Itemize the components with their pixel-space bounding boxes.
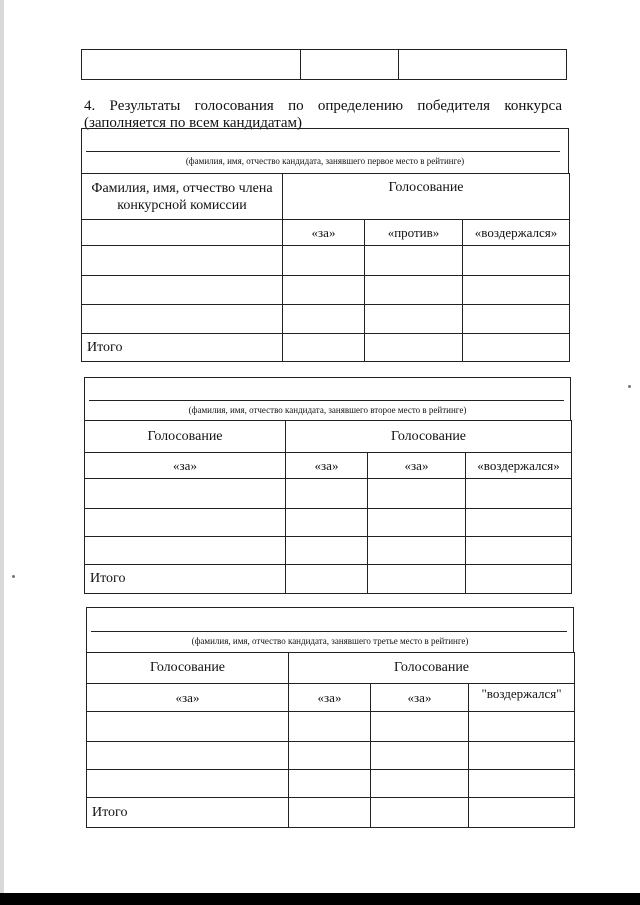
table-cell[interactable]: [286, 509, 368, 537]
table-row: [87, 742, 575, 770]
section-heading: [84, 98, 562, 132]
candidate1-caption: (фамилия, имя, отчество кандидата, занявшего первое место в рейтинге): [185, 156, 465, 166]
scan-speck: [12, 575, 15, 578]
table-cell[interactable]: [371, 798, 469, 828]
table-cell[interactable]: [368, 479, 466, 509]
left-col-header-for: «за»: [87, 684, 289, 712]
table-row: [87, 712, 575, 742]
table-cell[interactable]: [371, 770, 469, 798]
table-cell[interactable]: [365, 334, 463, 362]
table-row: [82, 246, 570, 276]
table-cell[interactable]: [466, 509, 572, 537]
voting-table-candidate1: [81, 173, 570, 362]
candidate2-name-line[interactable]: [89, 400, 564, 401]
candidate3-name-line[interactable]: [91, 631, 567, 632]
col-header-abstain: «воздержался»: [466, 453, 572, 479]
section-heading-line1: 4. Результаты голосования по определению победителя конкурса: [84, 98, 562, 114]
table-cell[interactable]: [85, 509, 286, 537]
table-cell[interactable]: [289, 742, 371, 770]
left-vote-header: Голосование: [87, 653, 289, 684]
table-cell[interactable]: [371, 712, 469, 742]
total-label: Итого: [85, 565, 286, 594]
total-row: [87, 798, 575, 828]
table-cell[interactable]: [85, 479, 286, 509]
candidate3-name-box: [86, 607, 574, 653]
table-cell[interactable]: [463, 276, 570, 305]
table-cell[interactable]: [87, 742, 289, 770]
table-cell[interactable]: [289, 712, 371, 742]
table-cell[interactable]: [87, 712, 289, 742]
table-cell[interactable]: [286, 537, 368, 565]
candidate1-name-line[interactable]: [86, 151, 560, 152]
left-vote-header: Голосование: [85, 421, 286, 453]
total-label: Итого: [87, 798, 289, 828]
table-cell[interactable]: [365, 246, 463, 276]
col-header-for: «за»: [286, 453, 368, 479]
section-heading-line2: (заполняется по всем кандидатам): [84, 115, 303, 131]
table-cell[interactable]: [82, 246, 283, 276]
table-cell[interactable]: [283, 334, 365, 362]
table-cell[interactable]: [82, 220, 283, 246]
col-header-abstain: "воздержался": [469, 684, 575, 712]
table-cell[interactable]: [463, 305, 570, 334]
table-cell: [399, 50, 567, 80]
scan-speck: [628, 385, 631, 388]
table-cell[interactable]: [466, 537, 572, 565]
table-cell[interactable]: [365, 276, 463, 305]
table-row: [82, 276, 570, 305]
total-row: [82, 334, 570, 362]
table-cell[interactable]: [368, 537, 466, 565]
candidate2-caption: (фамилия, имя, отчество кандидата, занявшего второе место в рейтинге): [188, 405, 467, 415]
table-cell[interactable]: [463, 334, 570, 362]
table-cell[interactable]: [466, 565, 572, 594]
table-cell[interactable]: [463, 246, 570, 276]
table-row: [87, 770, 575, 798]
voting-table-candidate3: [86, 652, 575, 828]
voting-table-candidate2: [84, 420, 572, 594]
table-cell[interactable]: [371, 742, 469, 770]
previous-table-remnant: [81, 49, 567, 80]
table-row: [85, 537, 572, 565]
table-row: [82, 305, 570, 334]
table-cell: [82, 50, 301, 80]
table-cell[interactable]: [466, 479, 572, 509]
table-row: [85, 509, 572, 537]
table-cell[interactable]: [82, 276, 283, 305]
col-header-abstain: «воздержался»: [463, 220, 570, 246]
table-cell[interactable]: [469, 712, 575, 742]
total-row: [85, 565, 572, 594]
table-cell[interactable]: [283, 276, 365, 305]
vote-header: Голосование: [286, 421, 572, 453]
left-col-header-for: «за»: [85, 453, 286, 479]
scan-bottom-edge: [0, 893, 640, 905]
table-cell[interactable]: [469, 770, 575, 798]
candidate3-caption: (фамилия, имя, отчество кандидата, занявшего третье место в рейтинге): [191, 636, 469, 646]
table-cell[interactable]: [286, 565, 368, 594]
table-cell[interactable]: [368, 565, 466, 594]
table-cell[interactable]: [469, 798, 575, 828]
table-cell[interactable]: [365, 305, 463, 334]
table-cell[interactable]: [283, 305, 365, 334]
table-row: [85, 479, 572, 509]
col-header-against: «против»: [365, 220, 463, 246]
scan-edge-shadow: [0, 0, 4, 905]
table-cell[interactable]: [283, 246, 365, 276]
candidate1-name-box: [81, 128, 569, 174]
candidate2-name-box: [84, 377, 571, 421]
table-cell[interactable]: [469, 742, 575, 770]
col-header-for: «за»: [283, 220, 365, 246]
total-label: Итого: [82, 334, 283, 362]
col-header-for-2: «за»: [368, 453, 466, 479]
col-header-for: «за»: [289, 684, 371, 712]
table-cell[interactable]: [289, 798, 371, 828]
table-cell[interactable]: [87, 770, 289, 798]
table-cell[interactable]: [82, 305, 283, 334]
table-cell[interactable]: [85, 537, 286, 565]
table-cell[interactable]: [289, 770, 371, 798]
col-header-for-2: «за»: [371, 684, 469, 712]
vote-header: Голосование: [289, 653, 575, 684]
table-cell[interactable]: [368, 509, 466, 537]
table-cell: [301, 50, 399, 80]
table-cell[interactable]: [286, 479, 368, 509]
vote-header: Голосование: [283, 174, 570, 220]
member-name-header: Фамилия, имя, отчество члена конкурсной комиссии: [82, 174, 283, 220]
